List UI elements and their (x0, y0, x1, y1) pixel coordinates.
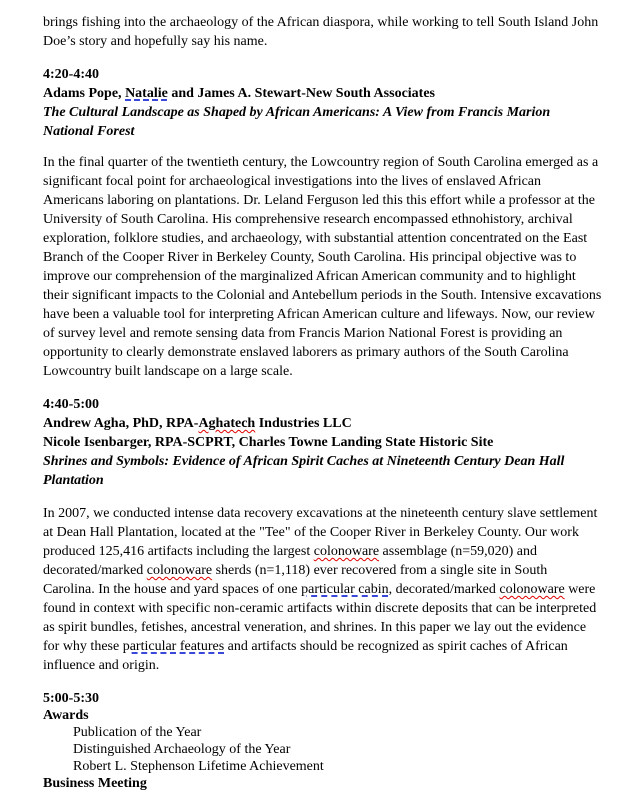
text-run: In 2007, we conducted intense data recovery excavations at the nineteenth century slave settlement at Dean Hall Plantation, located at the "Tee" of the Cooper River in Berkeley County. Our work produced 125,416 artifacts including the largest (43, 506, 598, 559)
text-run: sherds (n=1,118) ever recovered from a single site in South Carolina. In the house and yard spaces of one (43, 563, 548, 597)
awards-heading: Awards (43, 708, 89, 723)
spelling-flagged-text: colonoware (313, 544, 380, 559)
grammar-flagged-text: particular features (122, 639, 225, 654)
spelling-flagged-text: colonoware (499, 582, 565, 597)
closing-time: 5:00-5:30 (43, 691, 99, 706)
text-run: assemblage (n=59,020) and decorated/marked (43, 544, 538, 578)
award-item: Robert L. Stephenson Lifetime Achievement (73, 759, 324, 774)
text-run: Industries LLC (255, 416, 352, 431)
session2-time: 4:40-5:00 (43, 397, 99, 412)
spelling-flagged-text: Aghatech (198, 416, 256, 431)
text-run: Adams Pope, (43, 86, 126, 101)
session2-authors-line2: Nicole Isenbarger, RPA-SCPRT, Charles Towne Landing State Historic Site (43, 435, 494, 450)
intro-paragraph: brings fishing into the archaeology of the African diaspora, while working to tell South Island John Doe’s story and hopefully say his name. (43, 15, 599, 49)
session1-header (43, 65, 602, 141)
grammar-flagged-text: particular cabin (301, 582, 389, 597)
grammar-flagged-text: Natalie (125, 86, 168, 101)
session2-abstract (43, 504, 602, 675)
session1-title: The Cultural Landscape as Shaped by African Americans: A View from Francis Marion National Forest (43, 105, 551, 139)
session1-authors (43, 84, 602, 103)
text-run: Andrew Agha, PhD, RPA- (43, 416, 199, 431)
award-item: Distinguished Archaeology of the Year (73, 742, 291, 757)
text-run: were found in context with specific non-ceramic artifacts within discrete deposits that can be interpreted as spirit bundles, fetishes, ancestral veneration, and shrines. In this paper we lay out the evidence for why these (43, 582, 597, 654)
text-run: and James A. Stewart-New South Associates (167, 86, 435, 101)
session2-header (43, 395, 602, 490)
text-run: and artifacts should be recognized as spirit caches of African influence and origin. (43, 639, 568, 673)
session1-abstract: In the final quarter of the twentieth century, the Lowcountry region of South Carolina emerged as a significant focal point for archaeological investigations into the lives of enslaved African Americans laboring on plantations. Dr. Leland Ferguson led this this effort while a professor at the University of South Carolina. His comprehensive research encompassed ethnohistory, archival exploration, folklore studies, and archaeology, with substantial attention concentrated on the East Branch of the Cooper River in Berkeley County, South Carolina. His principal objective was to improve our comprehension of the marginalized African American community and to highlight their significant impacts to the Colonial and Antebellum periods in the South. Intensive excavations have been a valuable tool for interpreting African American culture and lifeways. Now, our review of survey level and remote sensing data from Francis Marion National Forest is providing an opportunity to clearly demonstrate enslaved laborers as primary authors of the South Carolina Lowcountry built landscape on a large scale. (43, 155, 602, 379)
text-run: , decorated/marked (388, 582, 500, 597)
session2-authors-line1 (43, 414, 602, 433)
spelling-flagged-text: colonoware (146, 563, 213, 578)
business-meeting-heading: Business Meeting (43, 776, 147, 791)
award-item: Publication of the Year (73, 725, 202, 740)
session1-time: 4:20-4:40 (43, 67, 99, 82)
session2-title: Shrines and Symbols: Evidence of African Spirit Caches at Nineteenth Century Dean Hall Plantation (43, 454, 565, 488)
closing-section (43, 690, 602, 792)
